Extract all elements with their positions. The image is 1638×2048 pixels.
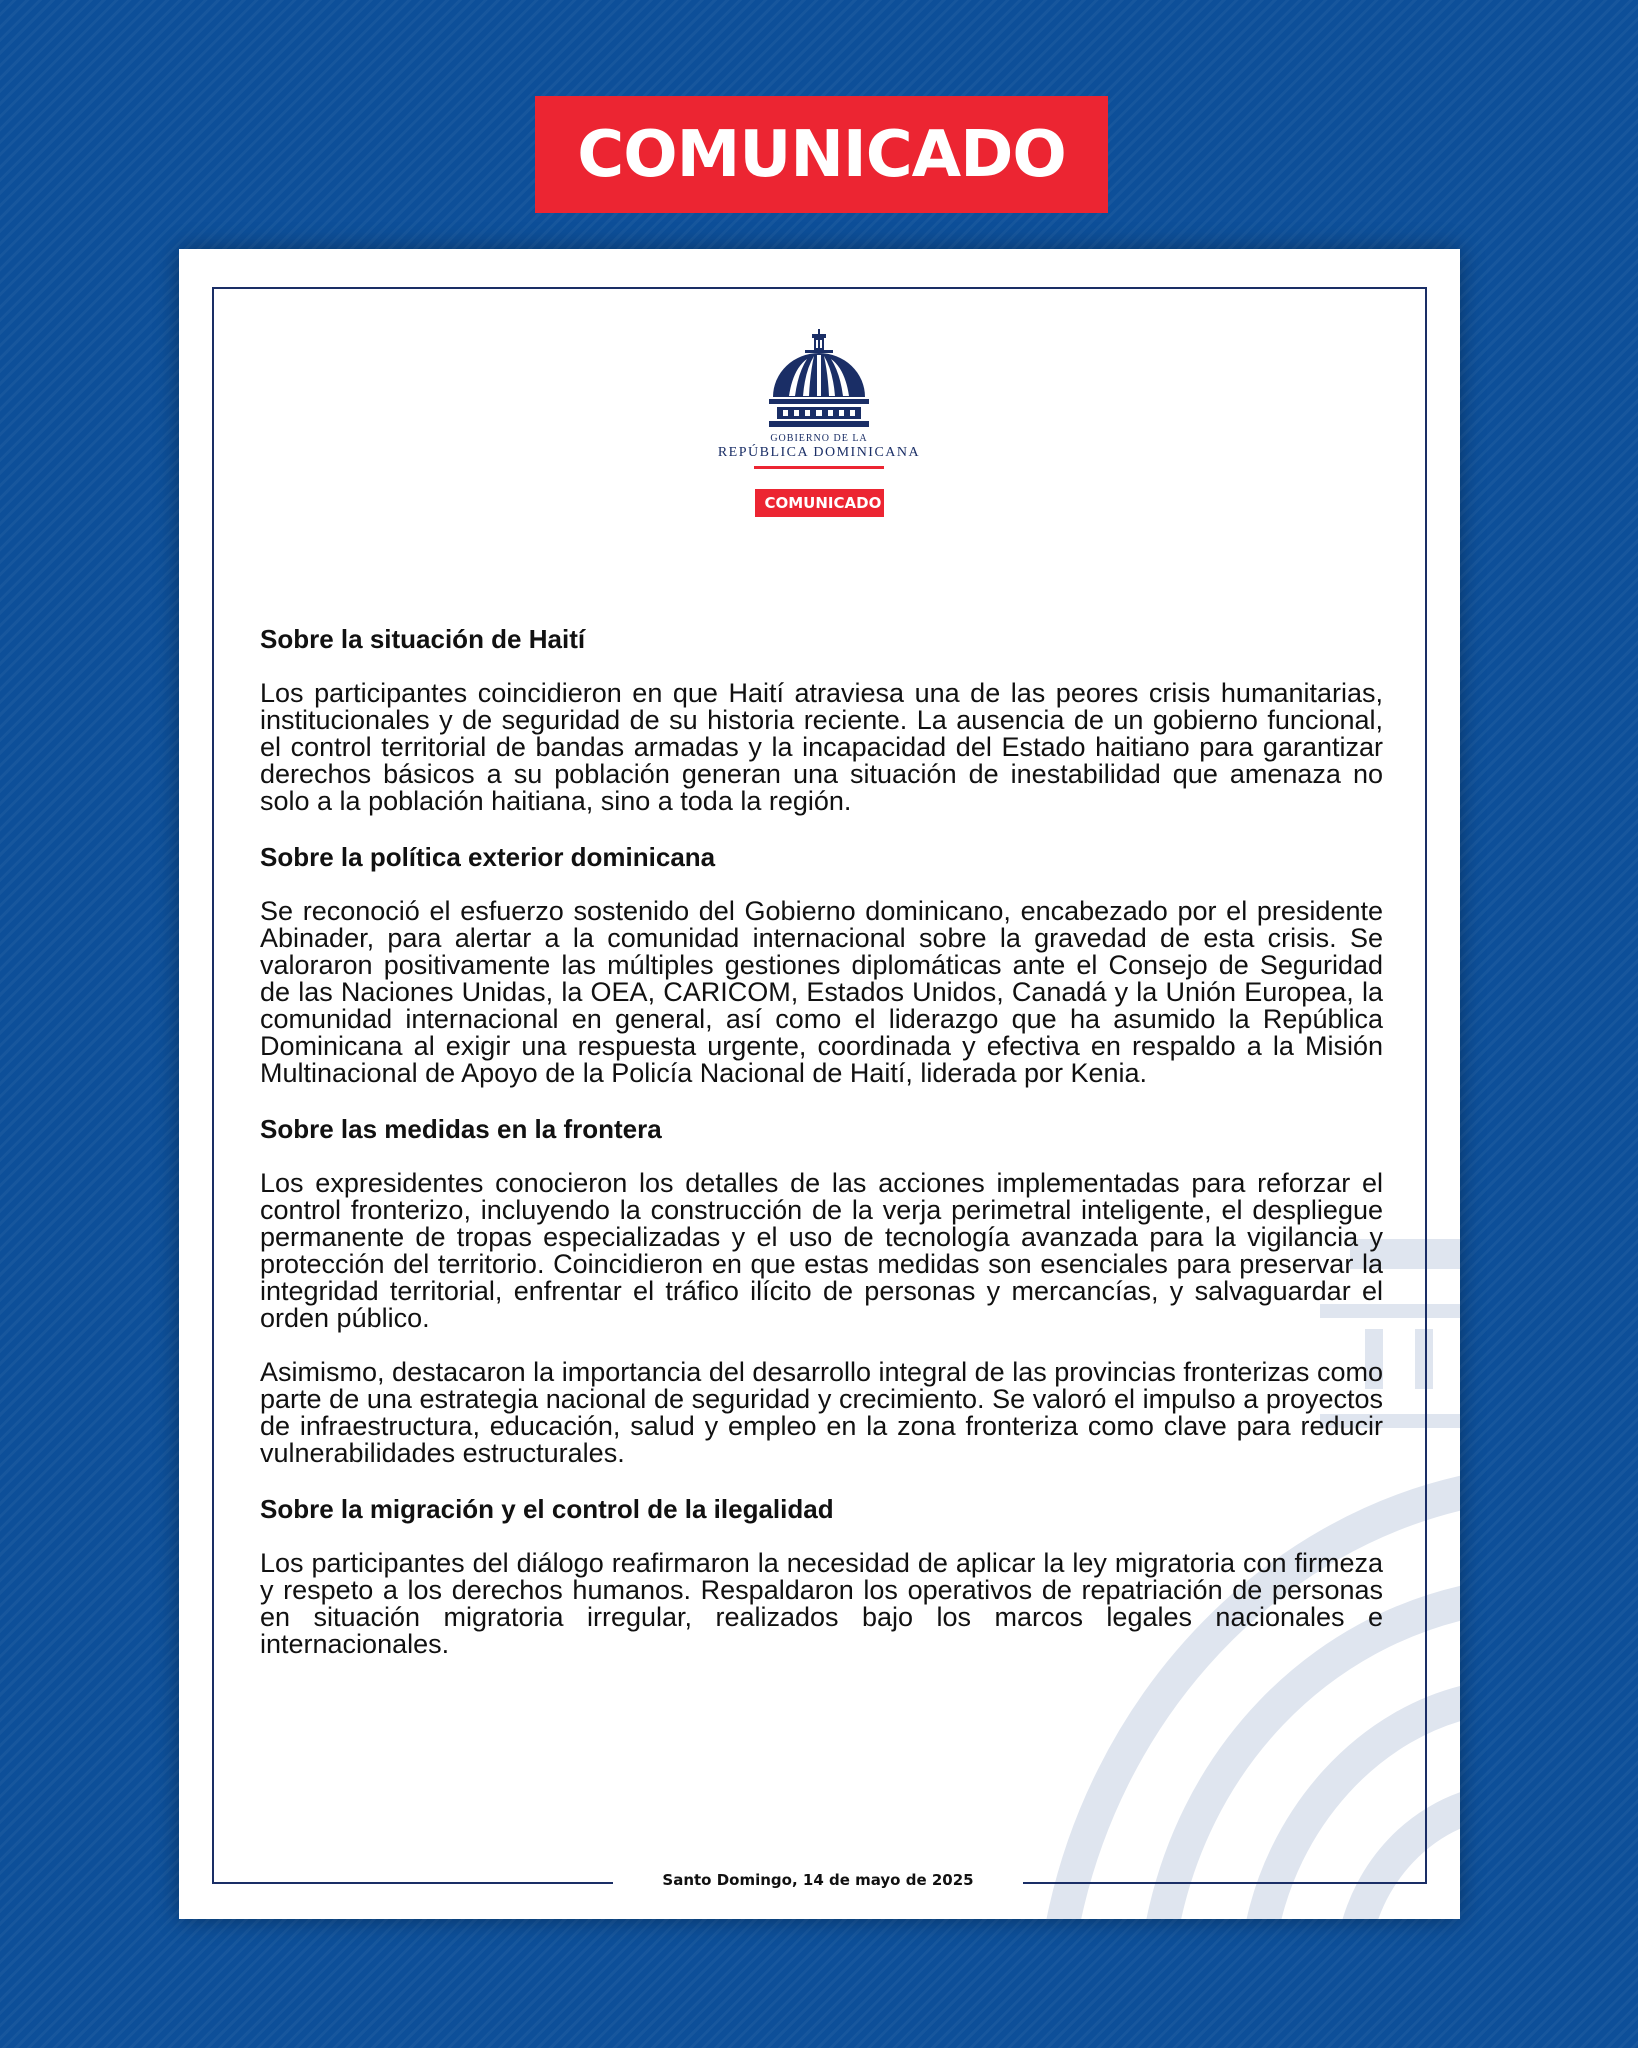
document-body [260, 624, 1383, 1685]
section-haiti [260, 624, 1383, 815]
frame-bottom-border-right [1023, 1882, 1427, 1884]
section-paragraph: Los participantes coincidieron en que Haití atraviesa una de las peores crisis humanitarias, institucionales y de seguridad de su historia reciente. La ausencia de un gobierno funcional, el control territorial de bandas armadas y la incapacidad del Estado haitiano para garantizar derechos básicos a su población generan una situación de inestabilidad que amenaza no solo a la población haitiana, sino a toda la región. [260, 678, 1383, 816]
section-heading: Sobre las medidas en la frontera [260, 1114, 662, 1144]
logo-text-republica: REPÚBLICA DOMINICANA [717, 445, 921, 460]
section-paragraph: Se reconoció el esfuerzo sostenido del Gobierno dominicano, encabezado por el presidente Abinader, para alertar a la comunidad internacional sobre la gravedad de esta crisis. Se valoraron positivamente las múltiples gestiones diplomáticas ante el Consejo de Seguridad de las Naciones Unidas, la OEA, CARICOM, Estados Unidos, Canadá y la Unión Europea, la comunidad internacional en general, así como el liderazgo que ha asumido la República Dominicana al exigir una respuesta urgente, coordinada y efectiva en respaldo a la Misión Multinacional de Apoyo de la Policía Nacional de Haití, liderada por Kenia. [260, 896, 1383, 1088]
frame-top-border [212, 287, 1427, 289]
section-paragraph: Los expresidentes conocieron los detalles de las acciones implementadas para reforzar el control fronterizo, incluyendo la construcción de la verja perimetral inteligente, el despliegue permanente de tropas especializadas y el uso de tecnología avanzada para la vigilancia y protección del territorio. Coincidieron en que estas medidas son esenciales para preservar la integridad territorial, enfrentar el tráfico ilícito de personas y mercancías, y salvaguardar el orden público. [260, 1168, 1383, 1333]
frame-left-border [212, 287, 214, 1884]
document-sheet [179, 249, 1460, 1919]
comunicado-banner [535, 96, 1108, 213]
footer-date: Santo Domingo, 14 de mayo de 2025 [662, 1871, 974, 1889]
banner-title: COMUNICADO [577, 117, 1066, 192]
government-logo [699, 329, 939, 517]
section-heading: Sobre la política exterior dominicana [260, 842, 716, 872]
logo-red-rule [754, 466, 884, 469]
national-palace-dome-icon [767, 329, 871, 431]
comunicado-badge: COMUNICADO [755, 489, 884, 517]
section-politica-exterior [260, 842, 1383, 1087]
section-paragraph: Los participantes del diálogo reafirmaron la necesidad de aplicar la ley migratoria con firmeza y respeto a los derechos humanos. Respaldaron los operativos de repatriación de personas en situación migratoria irregular, realizados bajo los marcos legales nacionales e internacionales. [260, 1548, 1383, 1659]
frame-bottom-border-left [212, 1882, 613, 1884]
frame-right-border [1425, 287, 1427, 1884]
section-frontera [260, 1114, 1383, 1467]
section-paragraph: Asimismo, destacaron la importancia del desarrollo integral de las provincias fronterizas como parte de una estrategia nacional de seguridad y crecimiento. Se valoró el impulso a proyectos de infraestructura, educación, salud y empleo en la zona fronteriza como clave para reducir vulnerabilidades estructurales. [260, 1357, 1383, 1468]
section-heading: Sobre la situación de Haití [260, 624, 586, 654]
section-migracion [260, 1494, 1383, 1658]
section-heading: Sobre la migración y el control de la ilegalidad [260, 1494, 834, 1524]
logo-text-gobierno: GOBIERNO DE LA [770, 433, 868, 444]
